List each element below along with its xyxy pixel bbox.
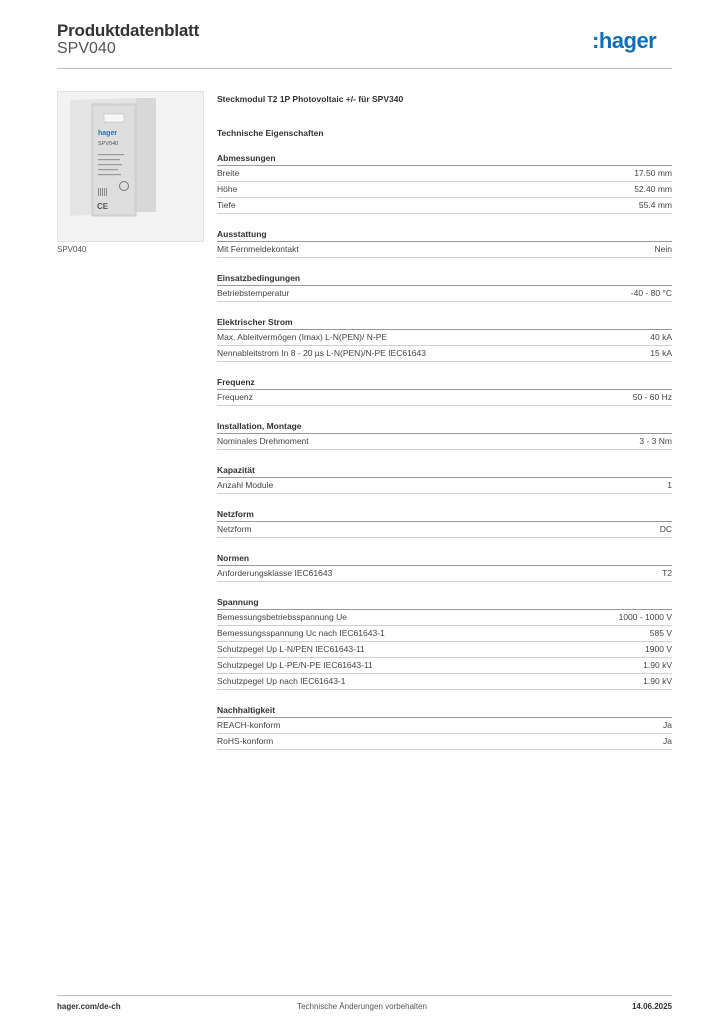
product-module-illustration (58, 92, 203, 241)
spec-value: 1 (667, 480, 672, 490)
spec-label: Höhe (217, 184, 238, 194)
spec-row (217, 286, 672, 302)
spec-group (217, 316, 672, 362)
spec-value: -40 - 80 °C (630, 288, 672, 298)
product-description: Steckmodul T2 1P Photovoltaic +/- für SPV340 (217, 94, 404, 104)
spec-group-title: Elektrischer Strom (217, 316, 672, 330)
spec-value: 585 V (649, 628, 672, 638)
spec-value: T2 (662, 568, 672, 578)
spec-label: Bemessungsbetriebsspannung Ue (217, 612, 347, 622)
spec-label: Frequenz (217, 392, 253, 402)
spec-value: 17.50 mm (634, 168, 672, 178)
spec-group (217, 228, 672, 258)
header-divider (57, 68, 672, 69)
spec-group (217, 272, 672, 302)
spec-label: Schutzpegel Up L-PE/N-PE IEC61643-11 (217, 660, 373, 670)
spec-row (217, 718, 672, 734)
spec-value: 15 kA (650, 348, 672, 358)
spec-group-title: Abmessungen (217, 152, 672, 166)
spec-value: 40 kA (650, 332, 672, 342)
spec-row (217, 566, 672, 582)
spec-row (217, 522, 672, 538)
spec-group (217, 704, 672, 750)
spec-label: Schutzpegel Up nach IEC61643-1 (217, 676, 346, 686)
spec-row (217, 610, 672, 626)
spec-group (217, 508, 672, 538)
spec-label: Mit Fernmeldekontakt (217, 244, 299, 254)
spec-row (217, 346, 672, 362)
spec-value: DC (659, 524, 672, 534)
page-header (57, 20, 672, 68)
spec-row (217, 198, 672, 214)
spec-group-title: Frequenz (217, 376, 672, 390)
spec-group-title: Spannung (217, 596, 672, 610)
module-brand-text: hager (98, 130, 118, 137)
footer-disclaimer: Technische Änderungen vorbehalten (297, 1002, 427, 1011)
spec-label: Schutzpegel Up L-N/PEN IEC61643-11 (217, 644, 365, 654)
spec-group-title: Netzform (217, 508, 672, 522)
spec-group (217, 552, 672, 582)
spec-group-title: Nachhaltigkeit (217, 704, 672, 718)
spec-row (217, 182, 672, 198)
footer-divider (57, 995, 672, 996)
svg-text:CE: CE (97, 202, 109, 211)
spec-label: Anzahl Module (217, 480, 274, 490)
spec-value: 50 - 60 Hz (632, 392, 672, 402)
spec-group-title: Normen (217, 552, 672, 566)
spec-label: Bemessungsspannung Uc nach IEC61643-1 (217, 628, 385, 638)
section-heading: Technische Eigenschaften (217, 128, 324, 138)
spec-value: 1.90 kV (643, 660, 672, 670)
module-model-text: SPV040 (98, 141, 119, 147)
hager-logo-text: :hager (592, 28, 657, 53)
spec-row (217, 478, 672, 494)
spec-row (217, 642, 672, 658)
spec-row (217, 626, 672, 642)
spec-group-title: Kapazität (217, 464, 672, 478)
spec-label: Breite (217, 168, 240, 178)
spec-group (217, 420, 672, 450)
spec-label: Netzform (217, 524, 252, 534)
spec-value: 1900 V (645, 644, 672, 654)
page-title: Produktdatenblatt (57, 21, 200, 40)
spec-row (217, 434, 672, 450)
product-code: SPV040 (57, 40, 116, 57)
spec-row (217, 674, 672, 690)
spec-group-title: Einsatzbedingungen (217, 272, 672, 286)
spec-label: Max. Ableitvermögen (Imax) L-N(PEN)/ N-PE (217, 332, 388, 342)
spec-value: Nein (654, 244, 672, 254)
spec-row (217, 242, 672, 258)
footer-date: 14.06.2025 (631, 1002, 672, 1011)
spec-value: Ja (663, 736, 672, 746)
spec-row (217, 330, 672, 346)
hager-logo (592, 28, 672, 54)
spec-groups (217, 152, 672, 750)
spec-value: 55.4 mm (638, 200, 672, 210)
spec-row (217, 390, 672, 406)
spec-label: Betriebstemperatur (217, 288, 290, 298)
spec-value: 52.40 mm (634, 184, 672, 194)
spec-group (217, 376, 672, 406)
spec-group (217, 464, 672, 494)
spec-label: Nennableitstrom In 8 - 20 µs L-N(PEN)/N-PE IEC61643 (217, 348, 426, 358)
spec-value: 1.90 kV (643, 676, 672, 686)
spec-row (217, 658, 672, 674)
spec-label: Anforderungsklasse IEC61643 (217, 568, 333, 578)
spec-row (217, 166, 672, 182)
spec-label: Tiefe (217, 200, 236, 210)
spec-label: REACH-konform (217, 720, 281, 730)
spec-label: RoHS-konform (217, 736, 274, 746)
spec-content (217, 93, 672, 750)
image-caption: SPV040 (57, 245, 87, 254)
spec-value: 1000 - 1000 V (618, 612, 672, 622)
spec-group (217, 152, 672, 214)
spec-value: 3 - 3 Nm (639, 436, 672, 446)
product-image (57, 91, 204, 242)
spec-row (217, 734, 672, 750)
spec-label: Nominales Drehmoment (217, 436, 309, 446)
footer-website: hager.com/de-ch (57, 1002, 121, 1011)
spec-group-title: Installation, Montage (217, 420, 672, 434)
spec-group (217, 596, 672, 690)
spec-group-title: Ausstattung (217, 228, 672, 242)
spec-value: Ja (663, 720, 672, 730)
